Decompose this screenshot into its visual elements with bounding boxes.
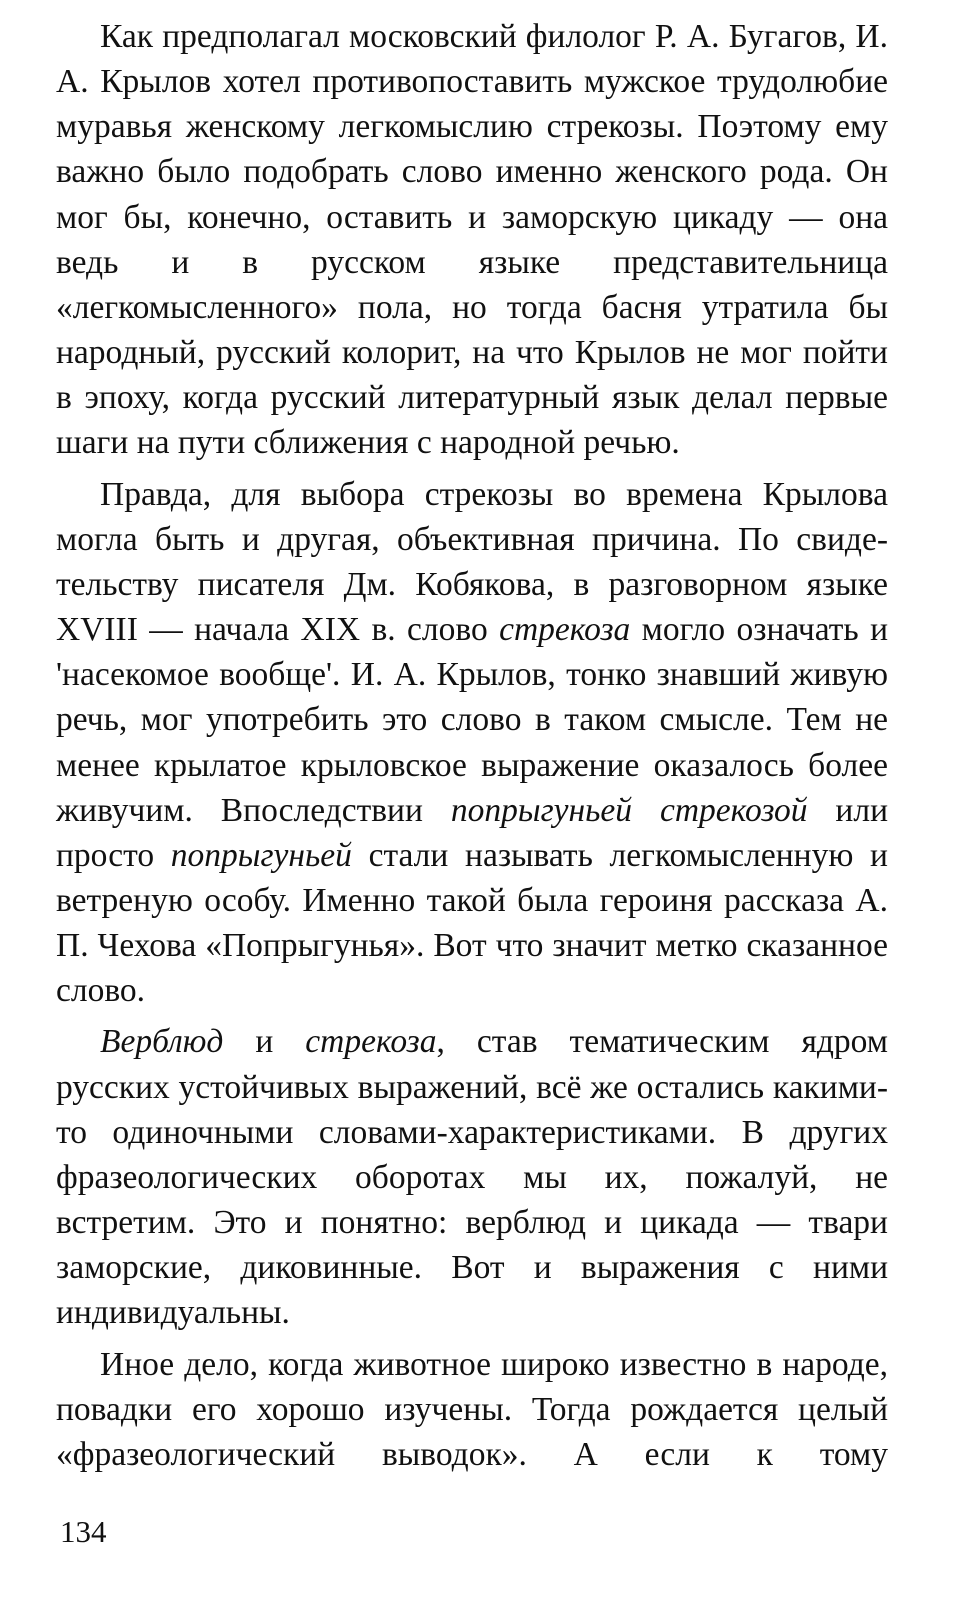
- italic-term: Верблюд: [100, 1023, 224, 1061]
- paragraph: [56, 472, 888, 1014]
- text-run: или просто: [56, 791, 889, 874]
- text-run: могло означать и 'насекомое вообще'. И. А. Крылов, тонко знавший живую речь, мог употребить это слово в таком смысле. Тем не менее крылатое крыловское выражение оказалось более живучим. Впоследствии: [56, 611, 888, 829]
- text-run: и: [223, 1023, 306, 1061]
- italic-term: стрекоза: [305, 1023, 437, 1061]
- paragraph: [56, 1019, 888, 1335]
- text-run: , став тематическим ядром русских устойчивых выражений, всё же остались какими-то одиночными словами-характеристиками. В других фразеологических оборотах мы их, пожалуй, не встретим. Это и понятно: верблюд и цикада — твари заморские, диковинные. Вот и выражения с ними индивидуальны.: [56, 1023, 888, 1332]
- body-text: [56, 14, 888, 1483]
- paragraph: [56, 14, 888, 466]
- italic-term: попрыгуньей стрекозой: [450, 791, 808, 829]
- text-run: Правда, для выбора стрекозы во времена Крылова могла быть и другая, объективная причина. По свидетельству писателя Дм. Кобякова, в разговорном языке XVIII — начала XIX в. слово: [56, 475, 888, 649]
- page-number: 134: [60, 1514, 107, 1549]
- paragraph: [56, 1342, 888, 1477]
- italic-term: попрыгуньей: [170, 836, 352, 874]
- text-run: стали называть легкомысленную и ветреную особу. Именно такой была героиня рассказа А. П. Чехова «Попрыгунья». Вот что значит метко сказанное слово.: [56, 836, 888, 1010]
- italic-term: стрекоза: [499, 611, 631, 649]
- text-run: Иное дело, когда животное широко известно в народе, повадки его хорошо изучены. Тогда рождается целый «фразеологический выводок». А если к тому: [56, 1345, 888, 1473]
- text-run: Как предполагал московский филолог Р. А. Бугагов, И. А. Крылов хотел противопоставить мужское трудолюбие муравья женскому легкомыслию стрекозы. Поэтому ему важно было подобрать слово именно женского рода. Он мог бы, конечно, оставить и заморскую цикаду — она ведь и в русском языке представительница «легкомысленного» пола, но тогда басня утратила бы народный, русский колорит, на что Крылов не мог пойти в эпоху, когда русский литературный язык делал первые шаги на пути сближения с народной речью.: [56, 18, 888, 462]
